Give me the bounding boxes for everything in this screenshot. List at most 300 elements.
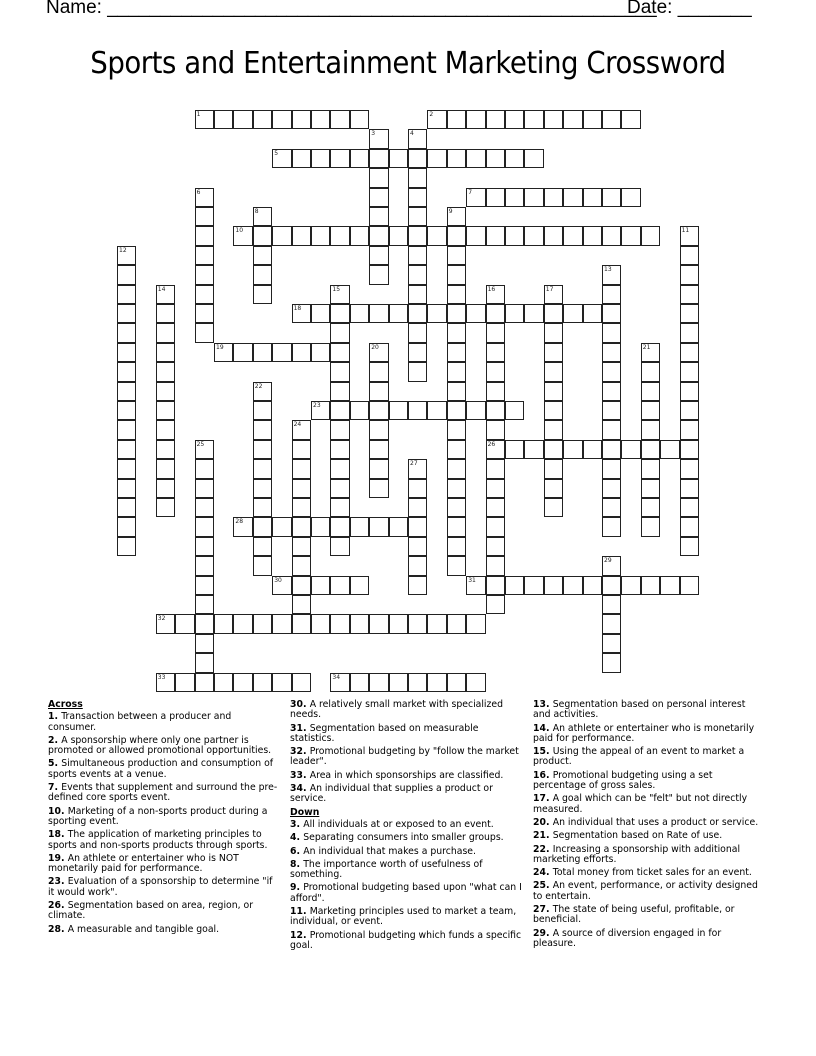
grid-cell[interactable]	[253, 440, 272, 459]
grid-cell[interactable]	[486, 517, 505, 536]
grid-cell[interactable]	[195, 188, 214, 207]
grid-cell[interactable]	[369, 362, 388, 381]
grid-cell[interactable]	[117, 362, 136, 381]
grid-cell[interactable]	[156, 323, 175, 342]
grid-cell[interactable]	[680, 537, 699, 556]
grid-cell[interactable]	[330, 110, 349, 129]
grid-cell[interactable]	[292, 614, 311, 633]
grid-cell[interactable]	[117, 323, 136, 342]
grid-cell[interactable]	[583, 188, 602, 207]
grid-cell[interactable]	[330, 479, 349, 498]
grid-cell[interactable]	[195, 479, 214, 498]
grid-cell[interactable]	[447, 226, 466, 245]
grid-cell[interactable]	[602, 614, 621, 633]
grid-cell[interactable]	[272, 517, 291, 536]
grid-cell[interactable]	[330, 149, 349, 168]
grid-cell[interactable]	[292, 226, 311, 245]
grid-cell[interactable]	[117, 440, 136, 459]
grid-cell[interactable]	[505, 188, 524, 207]
grid-cell[interactable]	[195, 110, 214, 129]
grid-cell[interactable]	[486, 576, 505, 595]
grid-cell[interactable]	[330, 401, 349, 420]
grid-cell[interactable]	[292, 517, 311, 536]
grid-cell[interactable]	[486, 556, 505, 575]
grid-cell[interactable]	[253, 556, 272, 575]
grid-cell[interactable]	[369, 440, 388, 459]
grid-cell[interactable]	[330, 498, 349, 517]
grid-cell[interactable]	[544, 285, 563, 304]
grid-cell[interactable]	[408, 149, 427, 168]
grid-cell[interactable]	[447, 246, 466, 265]
grid-cell[interactable]	[369, 382, 388, 401]
grid-cell[interactable]	[311, 343, 330, 362]
grid-cell[interactable]	[408, 323, 427, 342]
grid-cell[interactable]	[292, 537, 311, 556]
grid-cell[interactable]	[350, 401, 369, 420]
grid-cell[interactable]	[350, 576, 369, 595]
grid-cell[interactable]	[544, 498, 563, 517]
grid-cell[interactable]	[408, 537, 427, 556]
grid-cell[interactable]	[330, 673, 349, 692]
grid-cell[interactable]	[621, 440, 640, 459]
grid-cell[interactable]	[292, 498, 311, 517]
name-field[interactable]: Name: ____________________________________________________	[46, 0, 657, 18]
grid-cell[interactable]	[466, 226, 485, 245]
grid-cell[interactable]	[253, 401, 272, 420]
grid-cell[interactable]	[641, 401, 660, 420]
grid-cell[interactable]	[350, 110, 369, 129]
grid-cell[interactable]	[253, 537, 272, 556]
grid-cell[interactable]	[524, 440, 543, 459]
grid-cell[interactable]	[486, 110, 505, 129]
grid-cell[interactable]	[641, 226, 660, 245]
grid-cell[interactable]	[602, 420, 621, 439]
grid-cell[interactable]	[117, 343, 136, 362]
grid-cell[interactable]	[680, 323, 699, 342]
grid-cell[interactable]	[641, 479, 660, 498]
grid-cell[interactable]	[466, 304, 485, 323]
grid-cell[interactable]	[447, 149, 466, 168]
grid-cell[interactable]	[544, 110, 563, 129]
grid-cell[interactable]	[330, 537, 349, 556]
grid-cell[interactable]	[389, 614, 408, 633]
grid-cell[interactable]	[117, 517, 136, 536]
grid-cell[interactable]	[524, 576, 543, 595]
grid-cell[interactable]	[195, 498, 214, 517]
grid-cell[interactable]	[195, 537, 214, 556]
grid-cell[interactable]	[505, 110, 524, 129]
grid-cell[interactable]	[195, 285, 214, 304]
grid-cell[interactable]	[680, 226, 699, 245]
grid-cell[interactable]	[292, 149, 311, 168]
grid-cell[interactable]	[680, 440, 699, 459]
grid-cell[interactable]	[253, 265, 272, 284]
grid-cell[interactable]	[602, 634, 621, 653]
grid-cell[interactable]	[680, 420, 699, 439]
grid-cell[interactable]	[447, 556, 466, 575]
grid-cell[interactable]	[292, 479, 311, 498]
grid-cell[interactable]	[369, 517, 388, 536]
grid-cell[interactable]	[156, 440, 175, 459]
grid-cell[interactable]	[233, 673, 252, 692]
grid-cell[interactable]	[486, 343, 505, 362]
grid-cell[interactable]	[486, 537, 505, 556]
grid-cell[interactable]	[117, 420, 136, 439]
grid-cell[interactable]	[272, 576, 291, 595]
grid-cell[interactable]	[233, 226, 252, 245]
grid-cell[interactable]	[311, 517, 330, 536]
grid-cell[interactable]	[253, 517, 272, 536]
grid-cell[interactable]	[660, 576, 679, 595]
grid-cell[interactable]	[602, 595, 621, 614]
grid-cell[interactable]	[641, 459, 660, 478]
grid-cell[interactable]	[253, 420, 272, 439]
grid-cell[interactable]	[156, 479, 175, 498]
grid-cell[interactable]	[447, 304, 466, 323]
grid-cell[interactable]	[447, 479, 466, 498]
grid-cell[interactable]	[680, 285, 699, 304]
grid-cell[interactable]	[195, 459, 214, 478]
grid-cell[interactable]	[369, 129, 388, 148]
grid-cell[interactable]	[408, 129, 427, 148]
grid-cell[interactable]	[272, 343, 291, 362]
grid-cell[interactable]	[311, 576, 330, 595]
grid-cell[interactable]	[544, 343, 563, 362]
grid-cell[interactable]	[544, 188, 563, 207]
grid-cell[interactable]	[195, 634, 214, 653]
date-field[interactable]: Date: _______	[627, 0, 752, 18]
grid-cell[interactable]	[466, 188, 485, 207]
grid-cell[interactable]	[544, 304, 563, 323]
grid-cell[interactable]	[195, 265, 214, 284]
grid-cell[interactable]	[680, 401, 699, 420]
grid-cell[interactable]	[427, 304, 446, 323]
grid-cell[interactable]	[311, 614, 330, 633]
grid-cell[interactable]	[195, 207, 214, 226]
grid-cell[interactable]	[214, 343, 233, 362]
grid-cell[interactable]	[447, 440, 466, 459]
grid-cell[interactable]	[583, 226, 602, 245]
grid-cell[interactable]	[486, 226, 505, 245]
grid-cell[interactable]	[330, 304, 349, 323]
grid-cell[interactable]	[389, 517, 408, 536]
grid-cell[interactable]	[253, 382, 272, 401]
grid-cell[interactable]	[583, 110, 602, 129]
grid-cell[interactable]	[466, 673, 485, 692]
grid-cell[interactable]	[369, 188, 388, 207]
grid-cell[interactable]	[292, 595, 311, 614]
grid-cell[interactable]	[680, 517, 699, 536]
grid-cell[interactable]	[408, 168, 427, 187]
grid-cell[interactable]	[641, 382, 660, 401]
grid-cell[interactable]	[156, 401, 175, 420]
grid-cell[interactable]	[195, 440, 214, 459]
grid-cell[interactable]	[330, 576, 349, 595]
grid-cell[interactable]	[408, 517, 427, 536]
grid-cell[interactable]	[408, 576, 427, 595]
grid-cell[interactable]	[214, 614, 233, 633]
grid-cell[interactable]	[253, 479, 272, 498]
grid-cell[interactable]	[602, 343, 621, 362]
grid-cell[interactable]	[641, 362, 660, 381]
grid-cell[interactable]	[175, 673, 194, 692]
grid-cell[interactable]	[272, 226, 291, 245]
grid-cell[interactable]	[447, 110, 466, 129]
grid-cell[interactable]	[369, 226, 388, 245]
grid-cell[interactable]	[563, 226, 582, 245]
grid-cell[interactable]	[486, 149, 505, 168]
grid-cell[interactable]	[486, 188, 505, 207]
grid-cell[interactable]	[350, 614, 369, 633]
grid-cell[interactable]	[427, 673, 446, 692]
grid-cell[interactable]	[641, 498, 660, 517]
grid-cell[interactable]	[369, 246, 388, 265]
grid-cell[interactable]	[253, 673, 272, 692]
grid-cell[interactable]	[563, 576, 582, 595]
grid-cell[interactable]	[389, 149, 408, 168]
grid-cell[interactable]	[602, 576, 621, 595]
grid-cell[interactable]	[680, 382, 699, 401]
grid-cell[interactable]	[117, 537, 136, 556]
grid-cell[interactable]	[641, 517, 660, 536]
grid-cell[interactable]	[602, 285, 621, 304]
grid-cell[interactable]	[621, 576, 640, 595]
grid-cell[interactable]	[195, 576, 214, 595]
grid-cell[interactable]	[524, 226, 543, 245]
grid-cell[interactable]	[447, 459, 466, 478]
grid-cell[interactable]	[233, 343, 252, 362]
grid-cell[interactable]	[447, 285, 466, 304]
grid-cell[interactable]	[447, 265, 466, 284]
grid-cell[interactable]	[680, 479, 699, 498]
grid-cell[interactable]	[466, 401, 485, 420]
grid-cell[interactable]	[369, 673, 388, 692]
grid-cell[interactable]	[117, 401, 136, 420]
grid-cell[interactable]	[544, 401, 563, 420]
grid-cell[interactable]	[641, 440, 660, 459]
grid-cell[interactable]	[330, 517, 349, 536]
grid-cell[interactable]	[408, 207, 427, 226]
grid-cell[interactable]	[292, 673, 311, 692]
grid-cell[interactable]	[292, 343, 311, 362]
grid-cell[interactable]	[447, 401, 466, 420]
grid-cell[interactable]	[680, 576, 699, 595]
grid-cell[interactable]	[447, 537, 466, 556]
grid-cell[interactable]	[195, 614, 214, 633]
grid-cell[interactable]	[233, 517, 252, 536]
grid-cell[interactable]	[350, 226, 369, 245]
grid-cell[interactable]	[272, 614, 291, 633]
grid-cell[interactable]	[330, 343, 349, 362]
grid-cell[interactable]	[253, 614, 272, 633]
grid-cell[interactable]	[330, 323, 349, 342]
grid-cell[interactable]	[408, 246, 427, 265]
grid-cell[interactable]	[214, 673, 233, 692]
grid-cell[interactable]	[253, 226, 272, 245]
grid-cell[interactable]	[641, 576, 660, 595]
grid-cell[interactable]	[602, 479, 621, 498]
grid-cell[interactable]	[156, 420, 175, 439]
grid-cell[interactable]	[311, 226, 330, 245]
grid-cell[interactable]	[447, 207, 466, 226]
grid-cell[interactable]	[544, 226, 563, 245]
grid-cell[interactable]	[602, 382, 621, 401]
grid-cell[interactable]	[447, 420, 466, 439]
grid-cell[interactable]	[408, 673, 427, 692]
grid-cell[interactable]	[156, 382, 175, 401]
grid-cell[interactable]	[292, 459, 311, 478]
grid-cell[interactable]	[156, 459, 175, 478]
grid-cell[interactable]	[602, 498, 621, 517]
grid-cell[interactable]	[253, 207, 272, 226]
grid-cell[interactable]	[369, 304, 388, 323]
grid-cell[interactable]	[680, 343, 699, 362]
grid-cell[interactable]	[505, 226, 524, 245]
grid-cell[interactable]	[641, 420, 660, 439]
grid-cell[interactable]	[117, 304, 136, 323]
grid-cell[interactable]	[621, 188, 640, 207]
grid-cell[interactable]	[292, 440, 311, 459]
grid-cell[interactable]	[408, 498, 427, 517]
grid-cell[interactable]	[156, 614, 175, 633]
grid-cell[interactable]	[389, 673, 408, 692]
grid-cell[interactable]	[330, 420, 349, 439]
grid-cell[interactable]	[408, 614, 427, 633]
grid-cell[interactable]	[486, 285, 505, 304]
grid-cell[interactable]	[175, 614, 194, 633]
grid-cell[interactable]	[330, 440, 349, 459]
grid-cell[interactable]	[311, 110, 330, 129]
grid-cell[interactable]	[427, 401, 446, 420]
grid-cell[interactable]	[486, 304, 505, 323]
grid-cell[interactable]	[486, 595, 505, 614]
grid-cell[interactable]	[524, 188, 543, 207]
grid-cell[interactable]	[505, 576, 524, 595]
grid-cell[interactable]	[195, 226, 214, 245]
grid-cell[interactable]	[544, 440, 563, 459]
grid-cell[interactable]	[369, 343, 388, 362]
grid-cell[interactable]	[408, 479, 427, 498]
grid-cell[interactable]	[602, 556, 621, 575]
grid-cell[interactable]	[486, 401, 505, 420]
grid-cell[interactable]	[408, 343, 427, 362]
grid-cell[interactable]	[680, 246, 699, 265]
grid-cell[interactable]	[486, 459, 505, 478]
grid-cell[interactable]	[447, 343, 466, 362]
grid-cell[interactable]	[544, 362, 563, 381]
grid-cell[interactable]	[680, 362, 699, 381]
grid-cell[interactable]	[447, 614, 466, 633]
grid-cell[interactable]	[427, 226, 446, 245]
grid-cell[interactable]	[311, 401, 330, 420]
grid-cell[interactable]	[272, 110, 291, 129]
grid-cell[interactable]	[253, 459, 272, 478]
grid-cell[interactable]	[117, 498, 136, 517]
grid-cell[interactable]	[253, 498, 272, 517]
grid-cell[interactable]	[350, 149, 369, 168]
grid-cell[interactable]	[195, 246, 214, 265]
grid-cell[interactable]	[680, 498, 699, 517]
grid-cell[interactable]	[602, 653, 621, 672]
grid-cell[interactable]	[427, 614, 446, 633]
grid-cell[interactable]	[486, 323, 505, 342]
grid-cell[interactable]	[272, 673, 291, 692]
grid-cell[interactable]	[602, 188, 621, 207]
grid-cell[interactable]	[447, 382, 466, 401]
grid-cell[interactable]	[408, 459, 427, 478]
grid-cell[interactable]	[544, 576, 563, 595]
grid-cell[interactable]	[117, 246, 136, 265]
grid-cell[interactable]	[292, 304, 311, 323]
grid-cell[interactable]	[660, 440, 679, 459]
grid-cell[interactable]	[117, 265, 136, 284]
grid-cell[interactable]	[408, 556, 427, 575]
grid-cell[interactable]	[486, 440, 505, 459]
grid-cell[interactable]	[427, 149, 446, 168]
grid-cell[interactable]	[602, 304, 621, 323]
grid-cell[interactable]	[330, 362, 349, 381]
grid-cell[interactable]	[505, 304, 524, 323]
grid-cell[interactable]	[292, 110, 311, 129]
grid-cell[interactable]	[233, 110, 252, 129]
grid-cell[interactable]	[253, 110, 272, 129]
grid-cell[interactable]	[447, 362, 466, 381]
grid-cell[interactable]	[195, 556, 214, 575]
grid-cell[interactable]	[214, 110, 233, 129]
grid-cell[interactable]	[369, 149, 388, 168]
grid-cell[interactable]	[330, 382, 349, 401]
grid-cell[interactable]	[408, 226, 427, 245]
grid-cell[interactable]	[253, 343, 272, 362]
grid-cell[interactable]	[156, 304, 175, 323]
grid-cell[interactable]	[505, 149, 524, 168]
grid-cell[interactable]	[156, 673, 175, 692]
grid-cell[interactable]	[427, 110, 446, 129]
grid-cell[interactable]	[680, 459, 699, 478]
grid-cell[interactable]	[369, 459, 388, 478]
grid-cell[interactable]	[311, 304, 330, 323]
grid-cell[interactable]	[117, 382, 136, 401]
grid-cell[interactable]	[602, 401, 621, 420]
grid-cell[interactable]	[486, 382, 505, 401]
grid-cell[interactable]	[195, 595, 214, 614]
grid-cell[interactable]	[369, 479, 388, 498]
grid-cell[interactable]	[330, 226, 349, 245]
grid-cell[interactable]	[408, 401, 427, 420]
grid-cell[interactable]	[311, 149, 330, 168]
grid-cell[interactable]	[117, 479, 136, 498]
grid-cell[interactable]	[544, 323, 563, 342]
grid-cell[interactable]	[408, 285, 427, 304]
grid-cell[interactable]	[505, 401, 524, 420]
grid-cell[interactable]	[621, 110, 640, 129]
grid-cell[interactable]	[486, 362, 505, 381]
grid-cell[interactable]	[602, 517, 621, 536]
grid-cell[interactable]	[641, 343, 660, 362]
grid-cell[interactable]	[544, 420, 563, 439]
grid-cell[interactable]	[466, 614, 485, 633]
grid-cell[interactable]	[369, 614, 388, 633]
grid-cell[interactable]	[117, 459, 136, 478]
grid-cell[interactable]	[563, 188, 582, 207]
grid-cell[interactable]	[466, 110, 485, 129]
grid-cell[interactable]	[563, 440, 582, 459]
grid-cell[interactable]	[466, 149, 485, 168]
grid-cell[interactable]	[408, 188, 427, 207]
grid-cell[interactable]	[195, 653, 214, 672]
grid-cell[interactable]	[447, 673, 466, 692]
grid-cell[interactable]	[583, 576, 602, 595]
